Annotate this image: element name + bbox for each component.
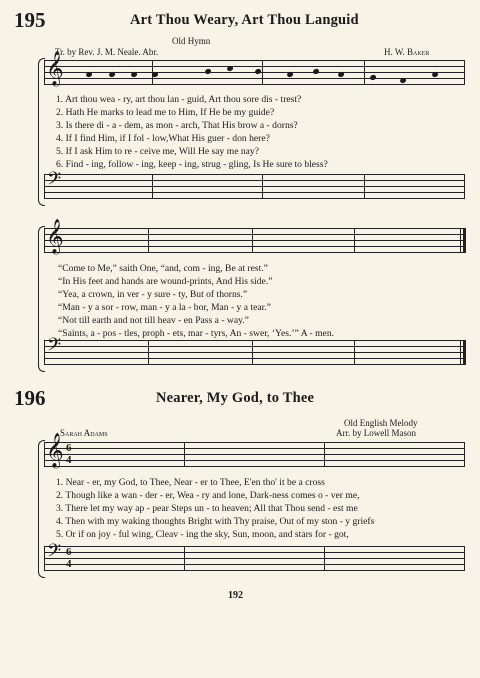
author-credit: Sarah Adams — [60, 428, 108, 438]
verse-195-1a: 1. Art thou wea - ry, art thou lan - guid, Art thou sore dis - trest? — [56, 94, 302, 105]
page-number: 192 — [228, 590, 243, 601]
verse-195-4a: 4. If I find Him, if I fol - low,What His guer - don here? — [56, 133, 270, 144]
bass-staff-2 — [44, 334, 465, 366]
treble-clef-icon: 𝄞 — [46, 434, 64, 467]
verse-196-4: 4. Then with my waking thoughts Bright with Thy praise, Out of my ston - y griefs — [56, 516, 375, 527]
treble-staff-2 — [44, 220, 465, 254]
hymn-number-196: 196 — [14, 386, 46, 410]
tune-source-196: Old English Melody — [344, 418, 418, 428]
treble-staff-3 — [44, 434, 465, 468]
hymn-number-195: 195 — [14, 8, 46, 32]
verse-block-196 — [56, 476, 466, 541]
bass-staff-3 — [44, 540, 465, 572]
verse-196-3: 3. There let my way ap - pear Steps un - to heaven; All that Thou send - est me — [56, 503, 358, 514]
bass-staff-1 — [44, 168, 465, 200]
verse-195-4b: “Man - y a sor - row, man - y a la - bor, Man - y a tear.” — [58, 302, 271, 313]
hymn-title-195: Art Thou Weary, Art Thou Languid — [130, 12, 359, 28]
hymn-title-196: Nearer, My God, to Thee — [156, 390, 315, 406]
verse-195-2b: “In His feet and hands are wound-prints, And His side.” — [58, 276, 273, 287]
verse-195-1b: “Come to Me,” saith One, “and, com - ing, Be at rest.” — [58, 263, 268, 274]
translator-credit: Tr. by Rev. J. M. Neale. Abr. — [55, 47, 159, 57]
bass-clef-icon: 𝄢 — [47, 540, 62, 565]
verse-block-195-line2 — [58, 262, 468, 340]
treble-clef-icon: 𝄞 — [46, 52, 64, 85]
verse-196-1: 1. Near - er, my God, to Thee, Near - er to Thee, E'en tho' it be a cross — [56, 477, 325, 488]
bass-clef-icon: 𝄢 — [47, 168, 62, 193]
verse-195-5a: 5. If I ask Him to re - ceive me, Will He say me nay? — [56, 146, 259, 157]
verse-195-3a: 3. Is there di - a - dem, as mon - arch, That His brow a - dorns? — [56, 120, 298, 131]
verse-195-5b: “Not till earth and not till heav - en Pass a - way.” — [58, 315, 249, 326]
arranger-credit: Arr. by Lowell Mason — [336, 428, 416, 438]
verse-196-5: 5. Or if on joy - ful wing, Cleav - ing the sky, Sun, moon, and stars for - got, — [56, 529, 349, 540]
verse-block-195-line1 — [56, 93, 466, 171]
verse-195-6b: “Saints, a - pos - tles, proph - ets, mar - tyrs, An - swer, ‘Yes.’” A - men. — [58, 328, 335, 339]
time-signature: 6 4 — [66, 442, 72, 466]
verse-195-2a: 2. Hath He marks to lead me to Him, If He be my guide? — [56, 107, 275, 118]
tune-source-195: Old Hymn — [172, 36, 211, 46]
bass-clef-icon: 𝄢 — [47, 334, 62, 359]
verse-196-2: 2. Though like a wan - der - er, Wea - ry and lone, Dark-ness comes o - ver me, — [56, 490, 360, 501]
time-signature: 6 4 — [66, 546, 72, 570]
verse-195-3b: “Yea, a crown, in ver - y sure - ty, But of thorns.” — [58, 289, 248, 300]
verse-195-6a: 6. Find - ing, follow - ing, keep - ing, strug - gling, Is He sure to bless? — [56, 159, 328, 170]
treble-clef-icon: 𝄞 — [46, 220, 64, 253]
composer-credit: H. W. Baker — [384, 47, 430, 57]
